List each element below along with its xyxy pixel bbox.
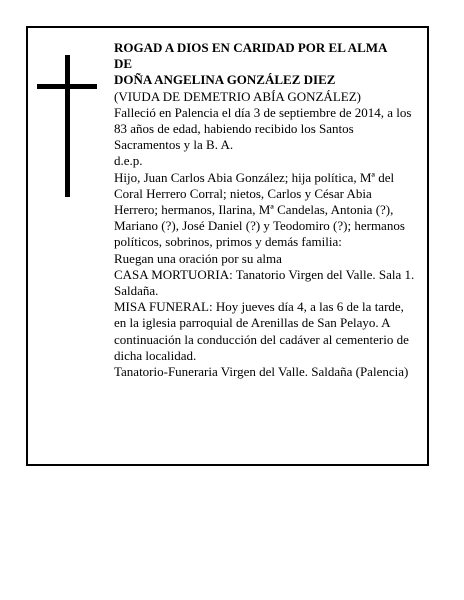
prayer-request: Ruegan una oración por su alma bbox=[114, 250, 282, 266]
mortuary-info: CASA MORTUORIA: Tanatorio Virgen del Valle. Sala 1. Saldaña. bbox=[114, 266, 415, 299]
funeral-info: MISA FUNERAL: Hoy jueves día 4, a las 6 de la tarde, en la iglesia parroquial de Arenillas de San Pelayo. A continuación la conducción del cadáver al cementerio de dicha localidad. bbox=[114, 299, 409, 363]
deceased-name: DOÑA ANGELINA GONZÁLEZ DIEZ bbox=[114, 72, 336, 88]
death-info: Falleció en Palencia el día 3 de septiembre de 2014, a los 83 años de edad, habiendo recibido los Santos Sacramentos y la B. A. bbox=[114, 104, 412, 153]
cross-icon bbox=[65, 55, 70, 197]
widow-of: (VIUDA DE DEMETRIO ABÍA GONZÁLEZ) bbox=[114, 88, 361, 104]
heading-line-2: DE bbox=[114, 56, 133, 72]
funeral-home: Tanatorio-Funeraria Virgen del Valle. Saldaña (Palencia) bbox=[114, 364, 409, 380]
dep-abbreviation: d.e.p. bbox=[114, 153, 143, 169]
heading-line-1: ROGAD A DIOS EN CARIDAD POR EL ALMA bbox=[114, 40, 388, 55]
family-list: Hijo, Juan Carlos Abia González; hija política, Mª del Coral Herrero Corral; nietos, Carlos y César Abia Herrero; hermanos, Ilarina, Mª Candelas, Antonia (?), Mariano (?), José Daniel (?) y Teodomiro (?); hermanos políticos, sobrinos, primos y demás familia: bbox=[114, 169, 405, 250]
cross-icon-bar bbox=[37, 84, 97, 89]
obituary-text bbox=[114, 40, 419, 380]
